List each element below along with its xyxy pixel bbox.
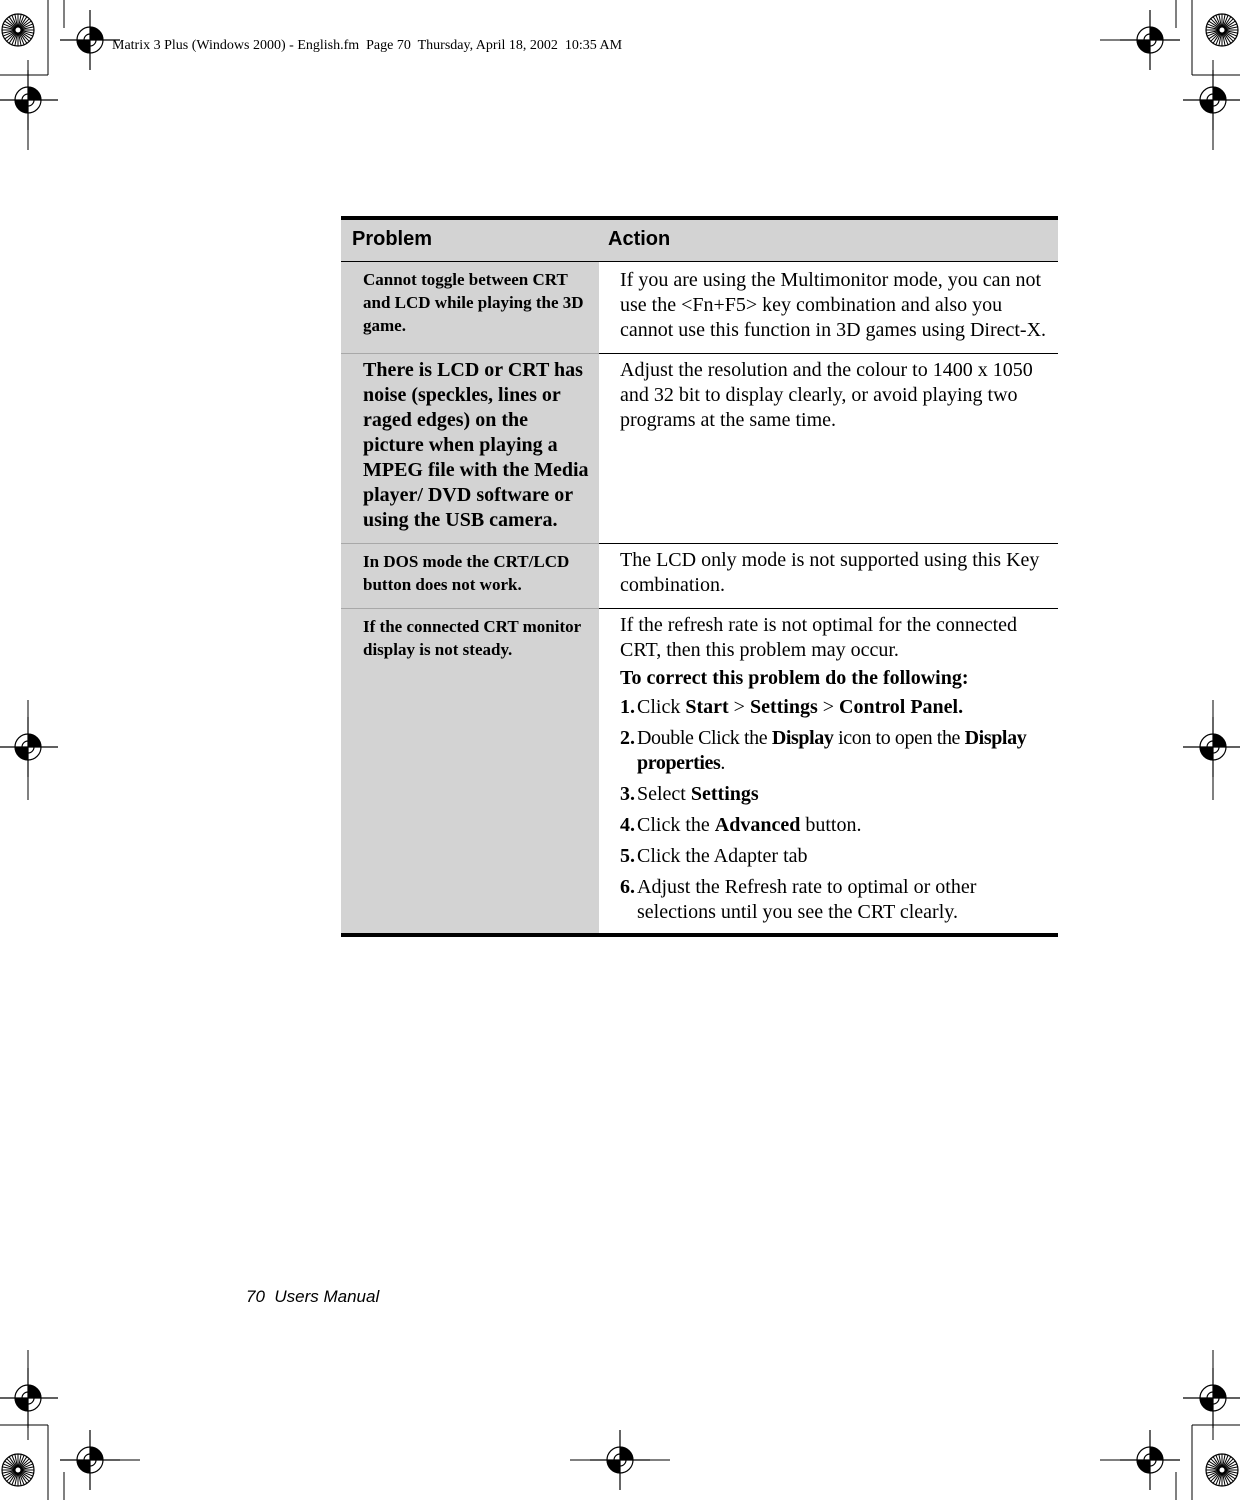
step-bold-part: Settings <box>749 696 818 718</box>
procedure-steps <box>620 695 1052 925</box>
step-item <box>620 782 1052 807</box>
step-text: Click the Adapter tab <box>637 845 808 867</box>
table-row <box>341 353 1058 543</box>
action-cell: The LCD only mode is not supported using this Key combination. <box>599 543 1058 608</box>
step-text-part: > <box>817 696 840 718</box>
step-text-part: . <box>720 752 726 774</box>
table-row <box>341 543 1058 608</box>
action-text: If the refresh rate is not optimal for the connected CRT, then this problem may occur. <box>620 614 1018 661</box>
step-bold-part: Control Panel. <box>839 696 964 718</box>
step-number: 2. <box>620 727 635 749</box>
step-number: 5. <box>620 845 635 867</box>
step-bold-part: Start <box>685 696 729 718</box>
table-row <box>341 608 1058 933</box>
action-cell <box>599 608 1058 933</box>
table-header <box>341 220 1058 262</box>
step-text-part: button. <box>800 814 862 836</box>
step-text-part: Double Click the <box>637 727 772 749</box>
step-text-part: > <box>728 696 750 718</box>
troubleshooting-table <box>341 216 1058 937</box>
step-number: 6. <box>620 876 635 898</box>
step-number: 3. <box>620 783 635 805</box>
step-number: 4. <box>620 814 635 836</box>
table-row <box>341 262 1058 353</box>
problem-cell: There is LCD or CRT has noise (speckles, lines or raged edges) on the picture when playing a MPEG file with the Media player/ DVD software or using the USB camera. <box>341 353 599 543</box>
action-cell: Adjust the resolution and the colour to 1400 x 1050 and 32 bit to display clearly, or avoid playing two programs at the same time. <box>599 353 1058 543</box>
step-bold-part: Settings <box>690 783 759 805</box>
step-text-part: Click <box>637 696 686 718</box>
step-item <box>620 813 1052 838</box>
action-cell: If you are using the Multimonitor mode, you can not use the <Fn+F5> key combination and also you cannot use this function in 3D games using Direct-X. <box>620 269 1047 341</box>
page-footer: 70 Users Manual <box>246 1287 380 1306</box>
problem-cell: Cannot toggle between CRT and LCD while playing the 3D game. <box>341 262 599 353</box>
step-bold-part: Display <box>771 727 834 749</box>
header-action: Action <box>608 228 671 250</box>
step-text-part: Select <box>637 783 691 805</box>
step-text: Adjust the Refresh rate to optimal or other selections until you see the CRT clearly. <box>637 876 977 923</box>
header-problem: Problem <box>352 228 433 250</box>
step-text <box>637 695 1052 720</box>
step-item <box>620 695 1052 720</box>
step-text <box>637 813 1052 838</box>
procedure-heading: To correct this problem do the following: <box>620 667 969 689</box>
problem-cell: In DOS mode the CRT/LCD button does not work. <box>341 543 599 608</box>
step-text <box>637 726 1052 776</box>
step-text-part: icon to open the <box>833 727 965 749</box>
problem-cell: If the connected CRT monitor display is not steady. <box>341 608 599 933</box>
step-text-part: Click the <box>637 814 715 836</box>
step-item <box>620 844 1052 869</box>
step-item <box>620 726 1052 776</box>
step-number: 1. <box>620 696 635 718</box>
step-item <box>620 875 1052 925</box>
print-header: Matrix 3 Plus (Windows 2000) - English.fm Page 70 Thursday, April 18, 2002 10:35 AM <box>112 38 623 53</box>
step-bold-part: Advanced <box>714 814 801 836</box>
step-bold-part: Display properties <box>637 727 1027 774</box>
step-text <box>637 782 1052 807</box>
